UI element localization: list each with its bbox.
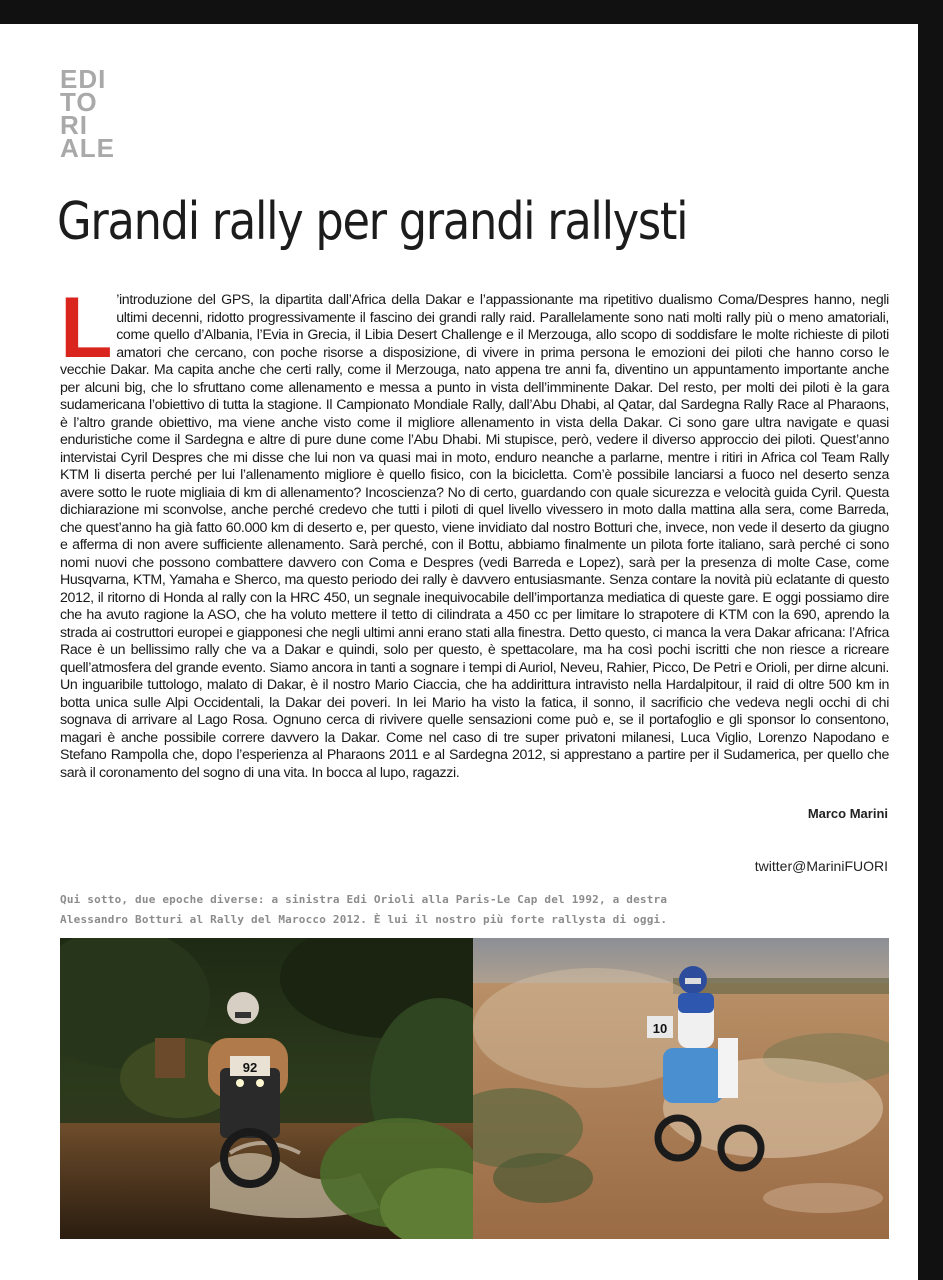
photo-orioli-paris-le-cap — [60, 938, 473, 1239]
section-logo-line: TO — [60, 87, 98, 117]
article-text: ’introduzione del GPS, la dipartita dall’Africa della Dakar e l’appassionante ma ripetitivo dualismo Coma/Despres hanno, negli ultimi decenni, ridotto progressivamente il fascino dei grandi rally raid. Parallelamente sono nati molti rally più o meno amatoriali, come quello d’Albania, l’Evia in Grecia, il Libia Desert Challenge e il Merzouga, allo scopo di soddisfare le molte richieste di piloti amatori che cercano, con poche risorse a disposizione, di vivere in prima persona le emozioni dei piloti che hanno corso le vecchie Dakar. Ma capita anche che certi rally, come il Merzouga, nato appena tre anni fa, diventino un appuntamento importante anche per alcuni big, che lo sfruttano come allenamento e messa a punto in vista dell’imminente Dakar. Del resto, per molti dei piloti è la gara sudamericana l’obiettivo di tutta la stagione. Il Campionato Mondiale Rally, dall’Abu Dhabi, al Qatar, dal Sardegna Rally Race al Pharaons, è l’altro grande obiettivo, ma viene anche visto come il migliore allenamento in vista della Dakar. Ci sono gare ultra navigate e quasi enduristiche come il Sardegna e altre di pure dune come l’Abu Dhabi. Mi stupisce, però, vedere il diverso approccio dei piloti. Quest’anno intervistai Cyril Despres che mi disse che lui non va quasi mai in moto, enduro neanche a parlarne, mentre i ritiri in Africa col Team Rally KTM li diserta perché per lui l’allenamento migliore è quello fisico, con la bicicletta. Com’è possibile lanciarsi a fuoco nel deserto senza avere sotto le ruote migliaia di km di allenamento? Incoscienza? No di certo, guardando con quale sicurezza e velocità guida Cyril. Questa dichiarazione mi sconvolse, anche perché credevo che tutti i piloti di quel livello vivessero in moto dalla mattina alla sera, come Barreda, che quest’anno ha già fatto 60.000 km di deserto e, per questo, viene invidiato dal nostro Botturi che, invece, non vede il deserto da giugno e afferma di non avere sufficiente allenamento. Sarà perché, con il Bottu, abbiamo finalmente un pilota forte italiano, sarà perché ci sono nomi nuovi che possono combattere davvero con Coma e Despres (vedi Barreda e Lopez), sarà per la presenza di molte Case, come Husqvarna, KTM, Yamaha e Sherco, ma questo periodo dei rally è davvero entusiasmante. Senza contare la novità più eclatante di questo 2012, il ritorno di Honda al rally con la HRC 450, un segnale inequivocabile dell’importanza mediatica di queste gare. E oggi possiamo dire che ha avuto ragione la ASO, che ha voluto mettere il tetto di cilindrata a 450 cc per limitare lo strapotere di KTM con la 690, aprendo la strada ai costruttori europei e giapponesi che negli ultimi anni erano stati alla finestra. Detto questo, ci manca la vera Dakar africana: l’Africa Race è un bellissimo rally che va a Dakar e quindi, solo per questo, è spettacolare, ma ha così pochi iscritti che non riesce a ricreare quell’atmosfera del grande evento. Siamo ancora in tanti a sognare i tempi di Auriol, Neveu, Rahier, Picco, De Petri e Orioli, per dirne alcuni. Un inguaribile tuttologo, malato di Dakar, è il nostro Mario Ciaccia, che ha addirittura intravisto nella Hardalpitour, il raid di oltre 500 km in botta unica sulle Alpi Occidentali, la Dakar dei poveri. In lei Mario ha visto la fatica, il sonno, il sacrificio che vedeva negli occhi di chi sognava di arrivare al Lago Rosa. Ognuno cerca di rivivere quelle sensazioni come può e, se il portafoglio e gli sponsor lo consentono, magari è anche possibile correre davvero la Dakar. Come nel caso di tre super privatoni milanesi, Luca Viglio, Lorenzo Napodano e Stefano Rampolla che, dopo l’esperienza al Pharaons 2011 e al Sardegna 2012, si apprestano a partire per il Sudamerica, per quello che sarà il coronamento del sogno di una vita. In bocca al lupo, ragazzi. — [60, 292, 889, 781]
photo-botturi-rally-marocco — [473, 938, 889, 1239]
photo-caption — [60, 890, 860, 930]
section-logo-editoriale — [60, 64, 170, 163]
race-number-10: 10 — [652, 1021, 668, 1036]
author-name: Marco Marini — [807, 806, 888, 821]
author-twitter-handle[interactable]: twitter@MariniFUORI — [754, 858, 888, 874]
article-title: Grandi rally per grandi rallysti — [57, 192, 688, 252]
race-number-92: 92 — [242, 1060, 258, 1075]
photo-caption-line: Qui sotto, due epoche diverse: a sinistra Edi Orioli alla Paris-Le Cap del 1992, a destra — [60, 893, 668, 906]
page-edge-bar — [918, 0, 943, 1280]
photo-orioli-image — [60, 938, 473, 1239]
section-logo-line: EDI — [60, 64, 107, 94]
photo-botturi-image — [473, 938, 889, 1239]
section-logo-line: ALE — [60, 133, 115, 163]
photo-caption-line: Alessandro Botturi al Rally del Marocco 2012. È lui il nostro più forte rallysta di oggi. — [60, 913, 668, 926]
magazine-page — [0, 24, 918, 1280]
section-logo-line: RI — [60, 110, 88, 140]
article-body — [60, 280, 889, 782]
drop-cap: L — [60, 280, 113, 376]
